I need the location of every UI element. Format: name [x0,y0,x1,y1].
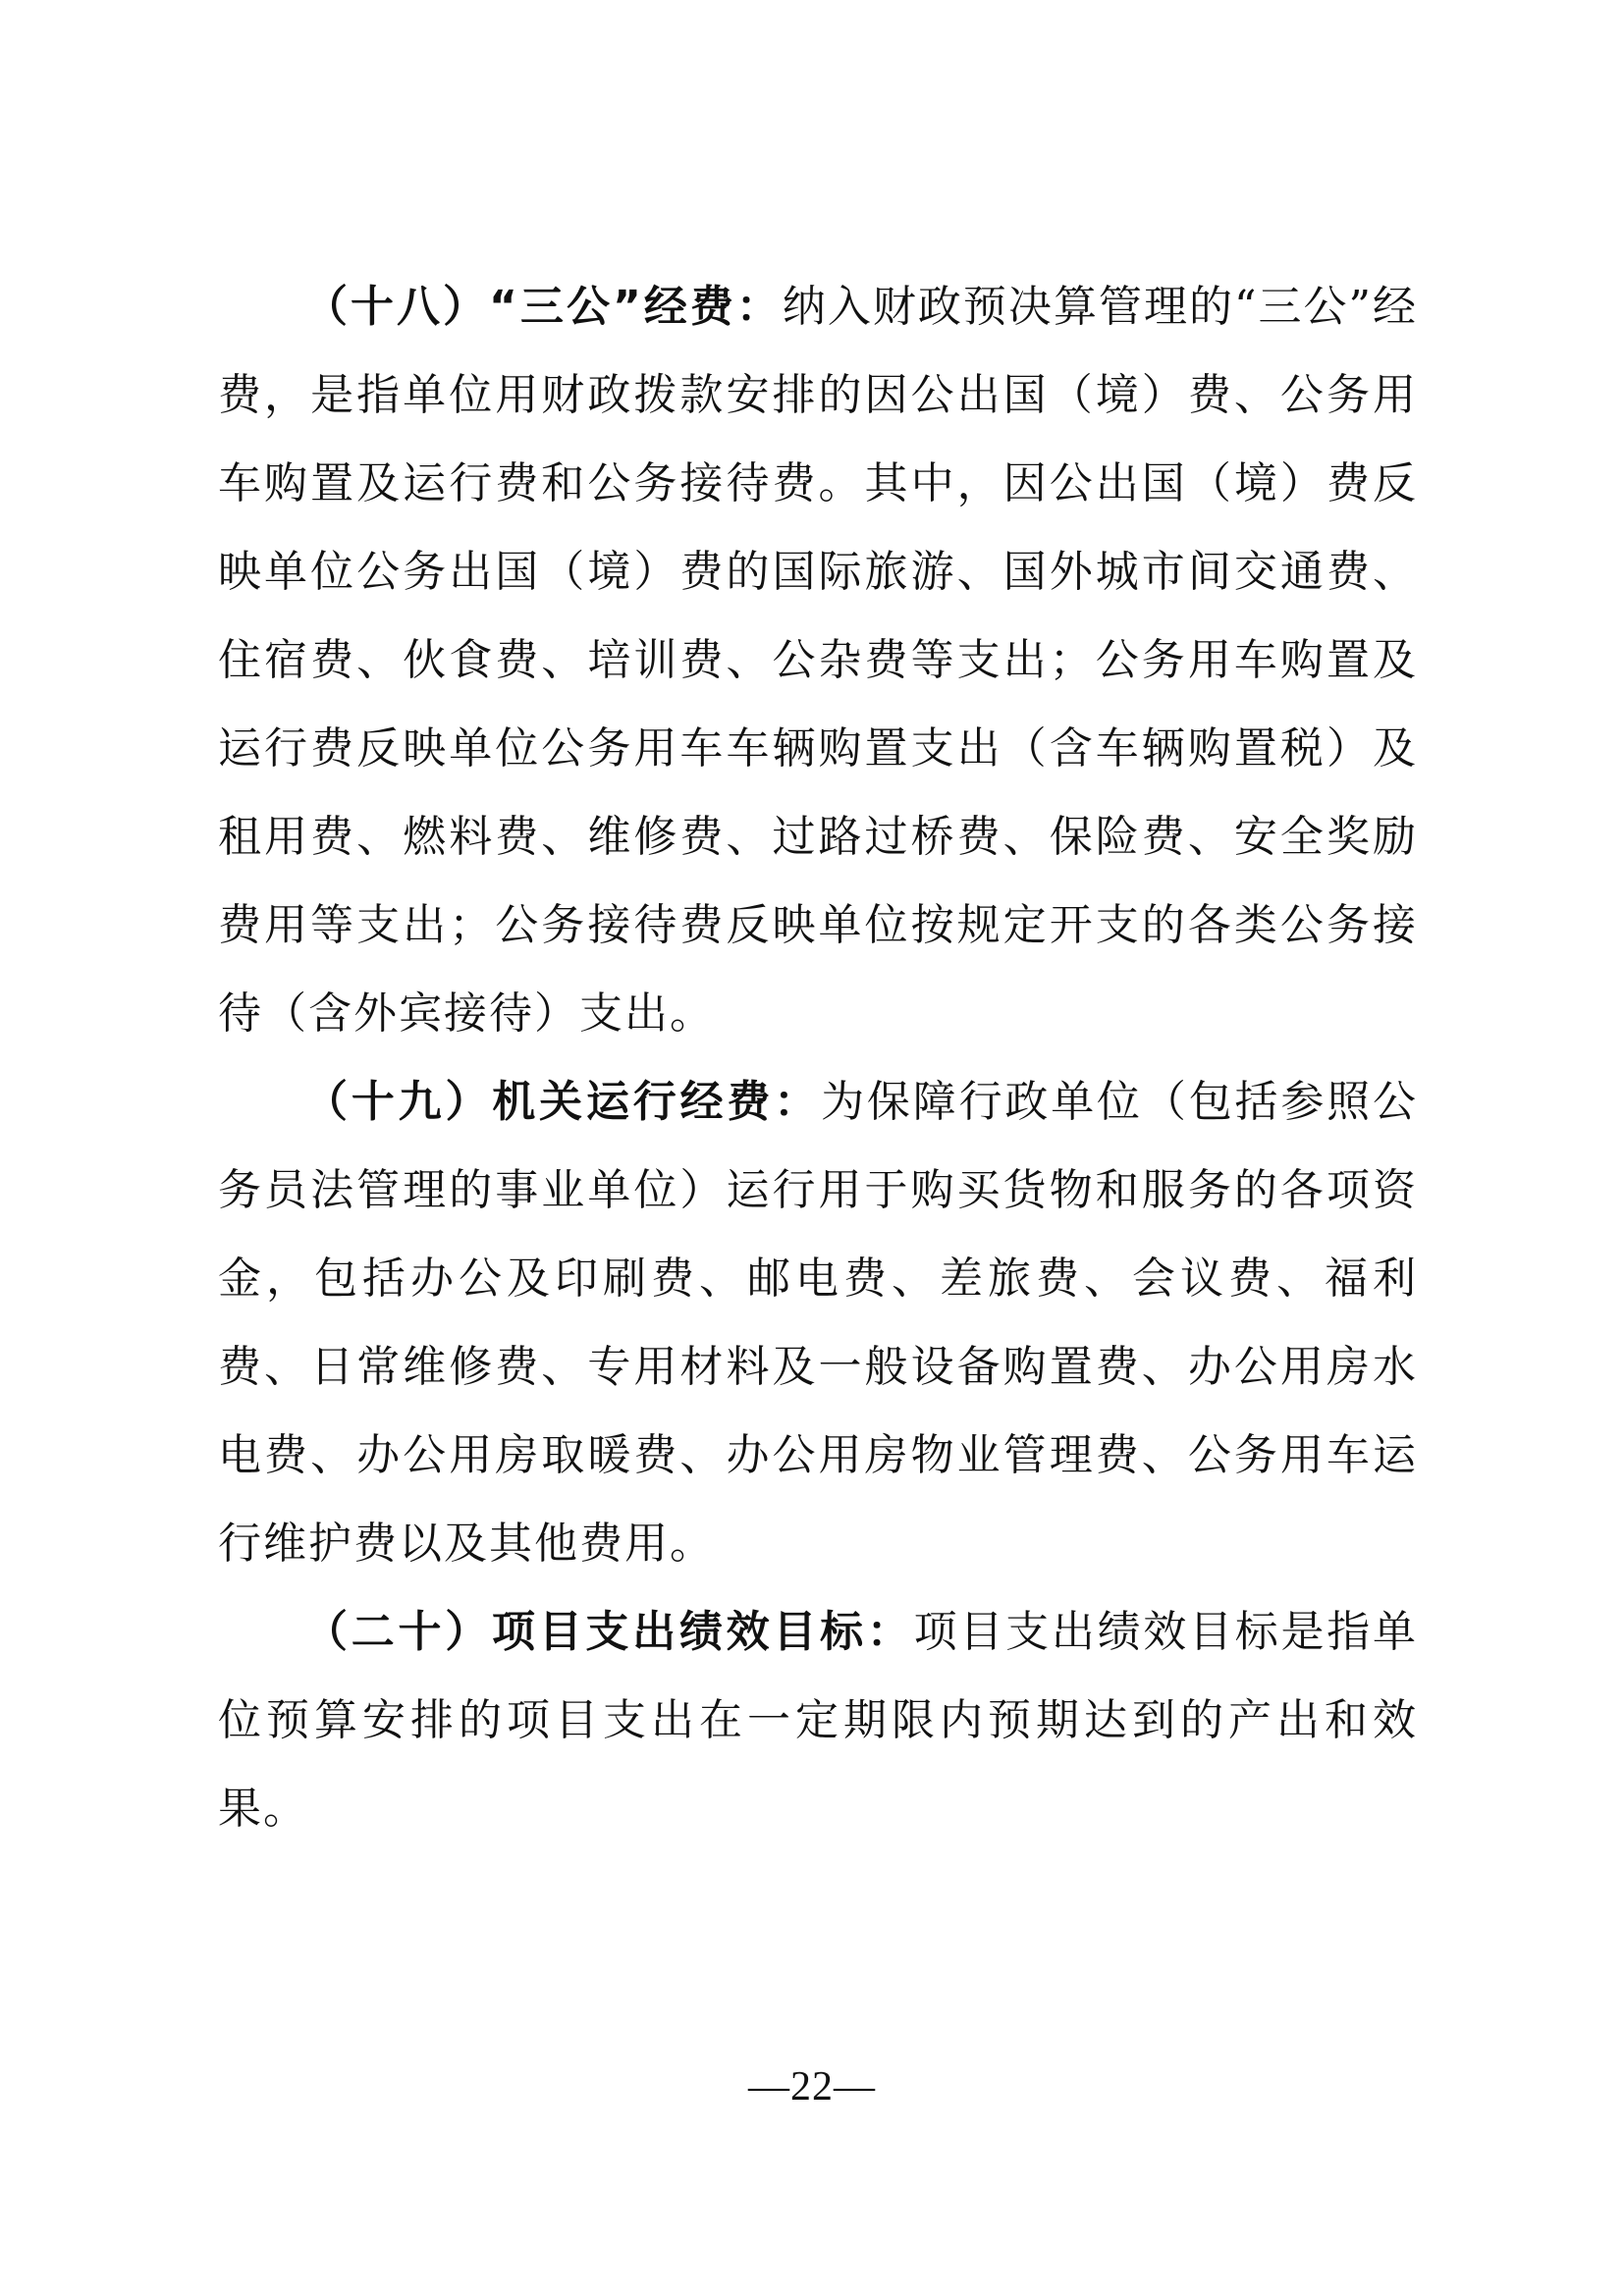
paragraph-sanggong-expenses [218,263,1418,1058]
paragraph-text: 为保障行政单位（包括参照公务员法管理的事业单位）运行用于购买货物和服务的各项资金，包括办公及印刷费、邮电费、差旅费、会议费、福利费、日常维修费、专用材料及一般设备购置费、办公用房水电费、办公用房取暖费、办公用房物业管理费、公务用车运行维护费以及其他费用。 [218,1077,1419,1569]
document-body [218,263,1418,1853]
paragraph-agency-operating-expenses [218,1058,1418,1588]
paragraph-text: 纳入财政预决算管理的“三公”经费，是指单位用财政拨款安排的因公出国（境）费、公务用车购置及运行费和公务接待费。其中，因公出国（境）费反映单位公务出国（境）费的国际旅游、国外城市间交通费、住宿费、伙食费、培训费、公杂费等支出；公务用车购置及运行费反映单位公务用车车辆购置支出（含车辆购置税）及租用费、燃料费、维修费、过路过桥费、保险费、安全奖励费用等支出；公务接待费反映单位按规定开支的各类公务接待（含外宾接待）支出。 [218,282,1418,1039]
paragraph-heading: （十八）“三公”经费： [304,282,783,332]
paragraph-text: 项目支出绩效目标是指单位预算安排的项目支出在一定期限内预期达到的产出和效果。 [218,1607,1418,1834]
paragraph-heading: （十九）机关运行经费： [304,1077,822,1127]
page-number: —22— [748,2064,876,2109]
paragraph-project-performance-goals [218,1588,1418,1853]
paragraph-heading: （二十）项目支出绩效目标： [304,1607,914,1657]
